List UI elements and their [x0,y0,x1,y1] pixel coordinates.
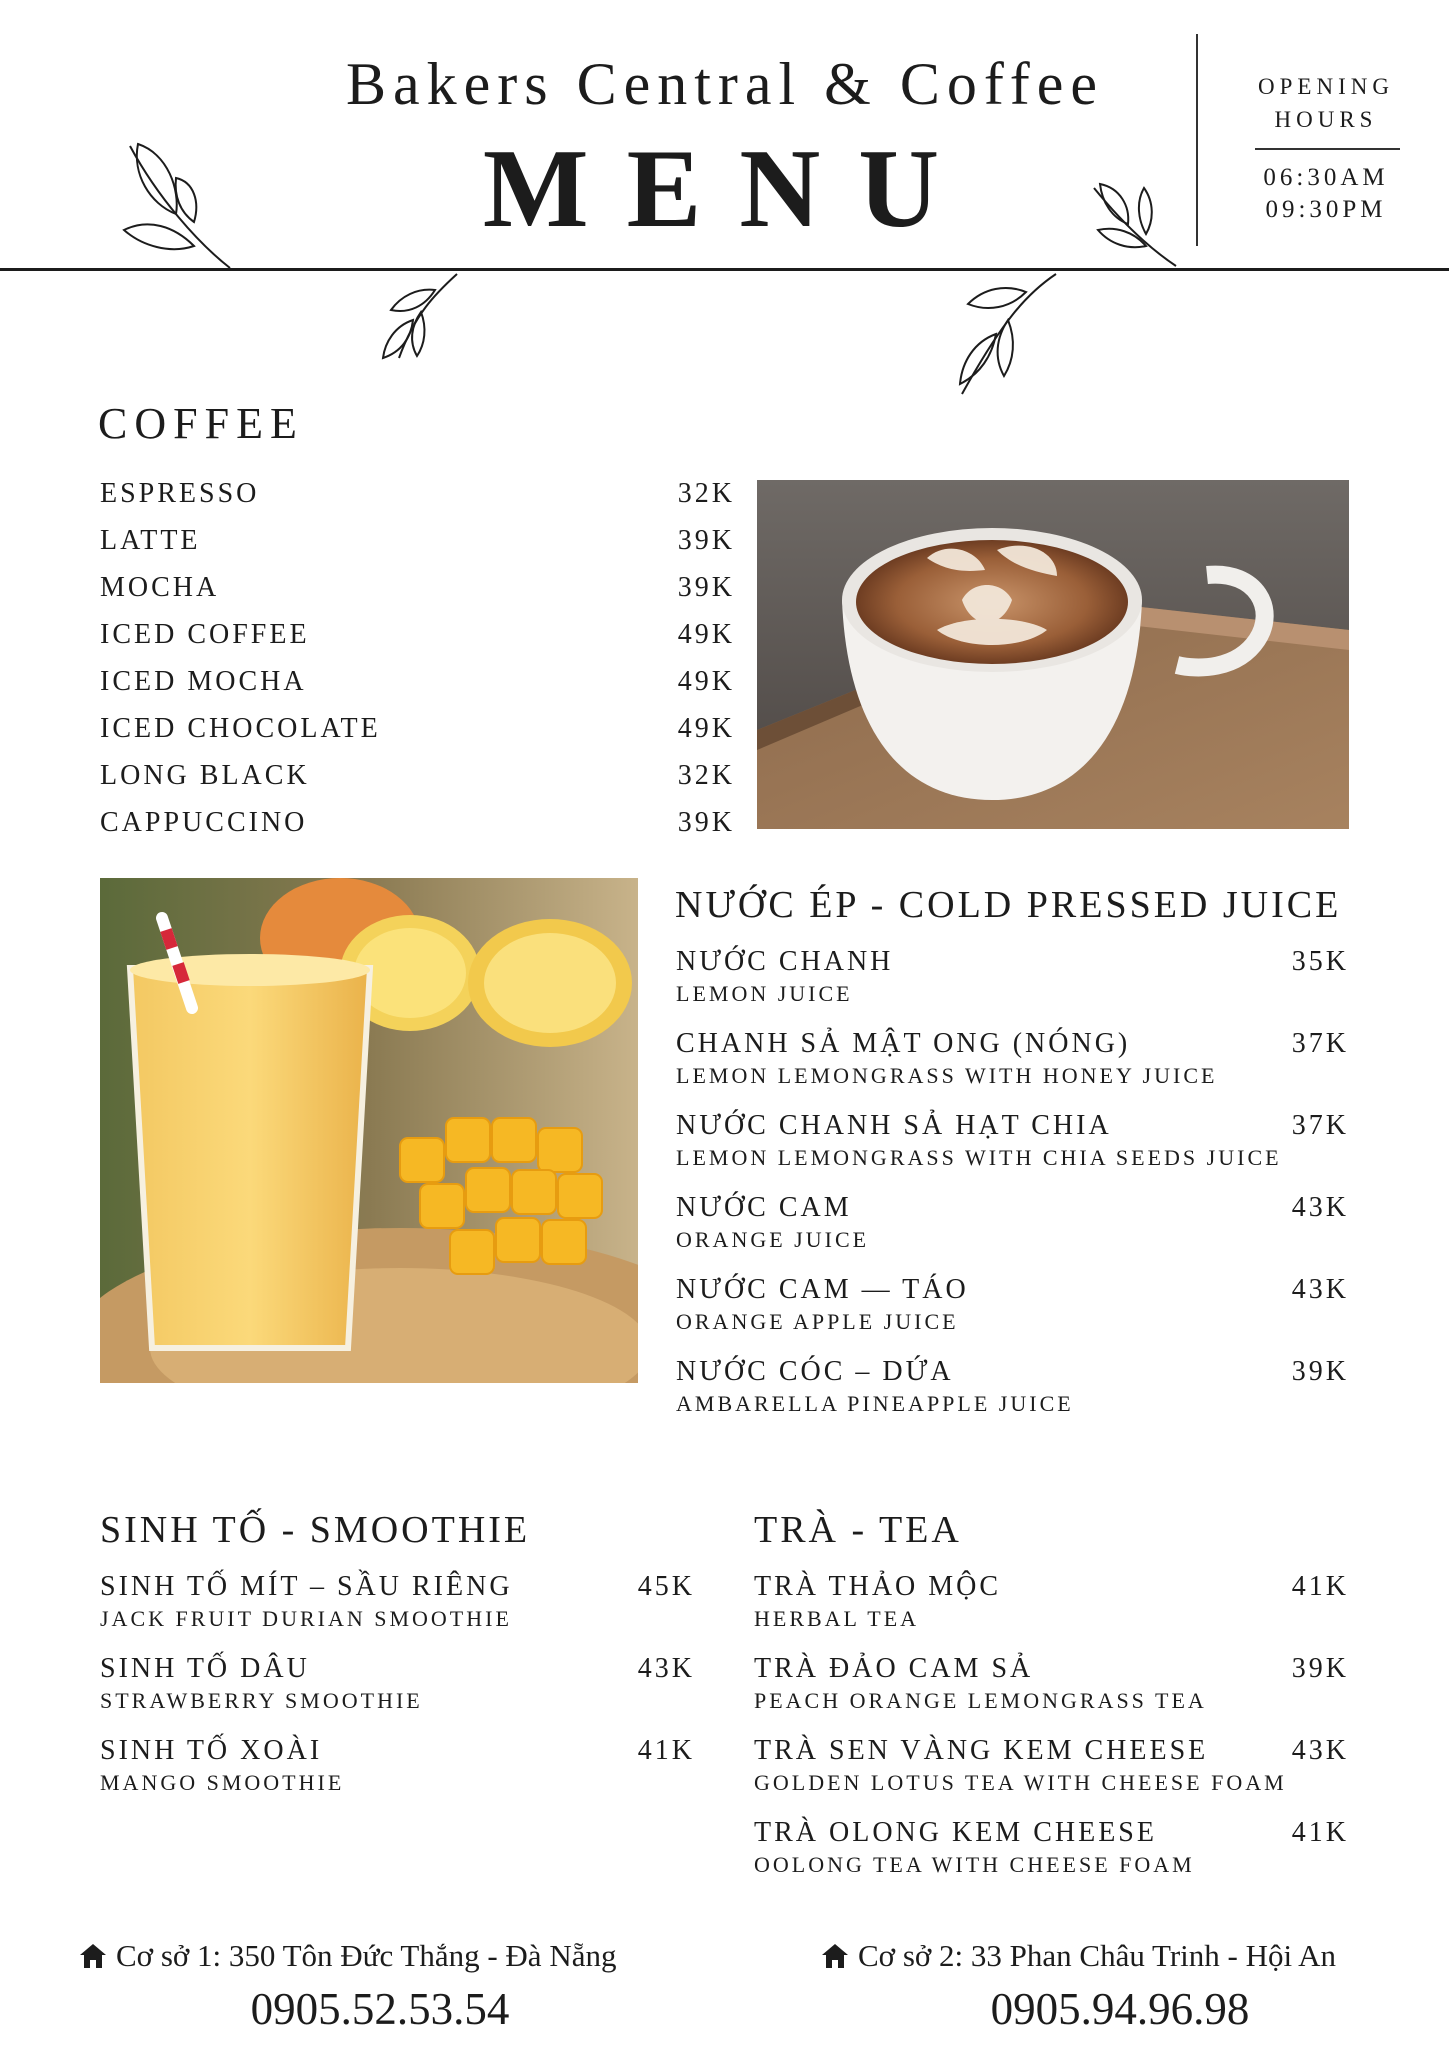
home-icon [78,1941,108,1971]
juice-section-title: NƯỚC ÉP - COLD PRESSED JUICE [675,884,1342,926]
location-1-phone: 0905.52.53.54 [250,1984,510,2034]
location-1-address: Cơ sở 1: 350 Tôn Đức Thắng - Đà Nẵng [116,1938,617,1973]
leaf-sprig-icon [118,138,238,278]
tea-list [754,1570,1349,1898]
mango-smoothie-photo [100,878,638,1383]
menu-title: MENU [482,127,978,251]
smoothie-section-title: SINH TỐ - SMOOTHIE [100,1509,531,1551]
menu-item: SINH TỐ XOÀI 41K MANGO SMOOTHIE [100,1735,695,1795]
location-2-address: Cơ sở 2: 33 Phan Châu Trinh - Hội An [858,1938,1337,1973]
menu-item: ICED COFFEE 49K [100,619,735,650]
open-time: 06:30AM [1263,164,1389,191]
smoothie-list [100,1570,695,1816]
opening-hours-times [1222,162,1430,226]
menu-item: TRÀ ĐẢO CAM SẢ 39K PEACH ORANGE LEMONGRASS TEA [754,1653,1349,1713]
menu-item: ESPRESSO 32K [100,478,735,509]
menu-item: NƯỚC CAM — TÁO 43K ORANGE APPLE JUICE [676,1274,1349,1334]
coffee-list [100,470,735,846]
menu-item: MOCHA 39K [100,572,735,603]
menu-item: ICED MOCHA 49K [100,666,735,697]
location-2 [820,1938,1336,1974]
juice-list [676,945,1349,1437]
menu-item: TRÀ THẢO MỘC 41K HERBAL TEA [754,1571,1349,1631]
coffee-section-title: COFFEE [98,399,304,448]
home-icon [820,1941,850,1971]
menu-item: TRÀ OLONG KEM CHEESE 41K OOLONG TEA WITH CHEESE FOAM [754,1817,1349,1877]
menu-item: CAPPUCCINO 39K [100,807,735,838]
leaf-sprig-icon [365,270,465,365]
location-2-phone: 0905.94.96.98 [990,1984,1250,2034]
tea-section-title: TRÀ - TEA [754,1509,962,1551]
menu-item: SINH TỐ MÍT – SẦU RIÊNG 45K JACK FRUIT DURIAN SMOOTHIE [100,1571,695,1631]
location-1 [78,1938,616,1974]
menu-item: ICED CHOCOLATE 49K [100,713,735,744]
opening-hours-label: OPENING HOURS [1258,74,1394,132]
close-time: 09:30PM [1265,196,1387,223]
menu-item: CHANH SẢ MẬT ONG (NÓNG) 37K LEMON LEMONGRASS WITH HONEY JUICE [676,1028,1349,1088]
coffee-cup-photo [757,480,1349,829]
header-divider [1196,34,1198,246]
menu-item: NƯỚC CAM 43K ORANGE JUICE [676,1192,1349,1252]
brand-name: Bakers Central & Coffee [345,51,1105,117]
menu-item: NƯỚC CHANH 35K LEMON JUICE [676,946,1349,1006]
menu-item: TRÀ SEN VÀNG KEM CHEESE 43K GOLDEN LOTUS TEA WITH CHEESE FOAM [754,1735,1349,1795]
menu-item: LONG BLACK 32K [100,760,735,791]
menu-item: NƯỚC CÓC – DỨA 39K AMBARELLA PINEAPPLE JUICE [676,1356,1349,1416]
leaf-sprig-icon [940,270,1060,400]
leaf-sprig-icon [1090,180,1180,270]
menu-item: NƯỚC CHANH SẢ HẠT CHIA 37K LEMON LEMONGRASS WITH CHIA SEEDS JUICE [676,1110,1349,1170]
menu-item: LATTE 39K [100,525,735,556]
opening-hours-rule [1255,148,1400,150]
menu-item: SINH TỐ DÂU 43K STRAWBERRY SMOOTHIE [100,1653,695,1713]
